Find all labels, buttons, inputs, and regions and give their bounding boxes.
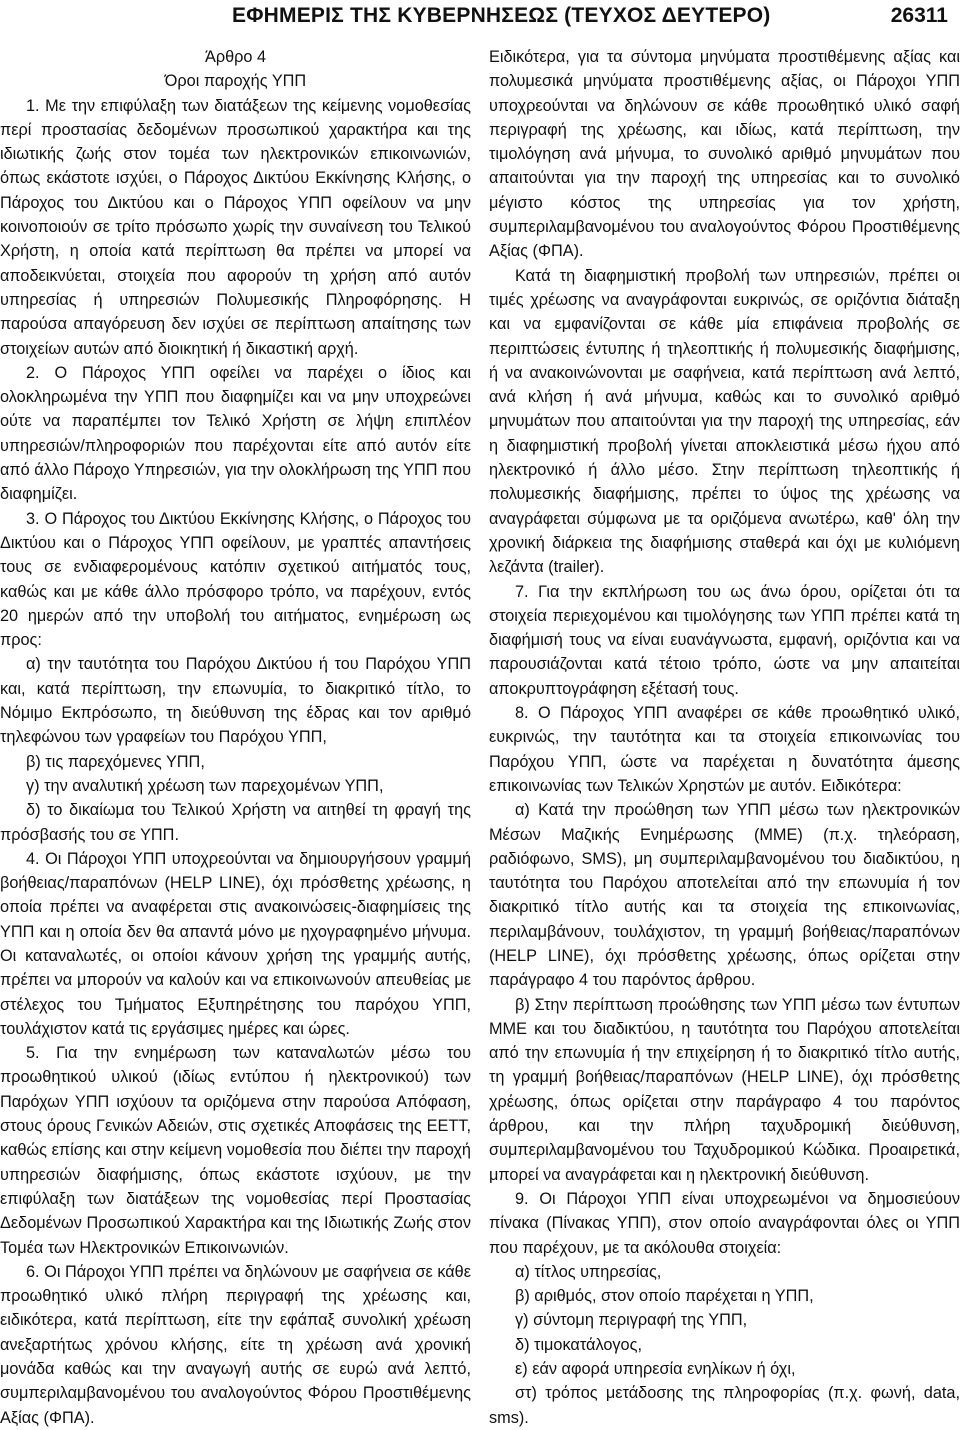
paragraph: 6. Οι Πάροχοι ΥΠΠ πρέπει να δηλώνουν με σαφήνεια σε κάθε προωθητικό υλικό πλήρη περιγραφή της χρέωσης και, ειδικότερα, κατά περίπτωση, είτε την εφάπαξ συνολική χρέωση ανεξαρτήτως χρόνου κλήσης, είτε τη χρέωση ανά χρονική μονάδα καθώς και την αναγωγή αυτής σε ευρώ ανά λεπτό, συμπεριλαμβανομένου του αναλογούντος Φόρου Προστιθέμενης Αξίας (ΦΠΑ).	[0, 1262, 471, 1427]
list-item: δ) το δικαίωμα του Τελικού Χρήστη να αιτηθεί τη φραγή της πρόσβασής του σε ΥΠΠ.	[0, 801, 471, 844]
article-heading: Άρθρο 4	[204, 48, 267, 66]
list-item: β) αριθμός, στον οποίο παρέχεται η ΥΠΠ,	[515, 1287, 814, 1306]
paragraph: 9. Οι Πάροχοι ΥΠΠ είναι υποχρεωμένοι να δημοσιεύουν πίνακα (Πίνακας ΥΠΠ), στον οποίο αναγράφονται όλες οι ΥΠΠ που παρέχουν, με τα ακόλουθα στοιχεία:	[489, 1189, 960, 1257]
list-item: στ) τρόπος μετάδοσης της πληροφορίας (π.χ. φωνή, data, sms).	[489, 1384, 960, 1427]
paragraph: 5. Για την ενημέρωση των καταναλωτών μέσω του προωθητικού υλικού (ιδίως εντύπου ή ηλεκτρονικού) των Παρόχων ΥΠΠ ισχύουν τα οριζόμενα στην παρούσα Απόφαση, στους όρους Γενικών Αδειών, στις σχετικές Αποφάσεις της ΕΕΤΤ, καθώς επίσης και στην κείμενη νομοθεσία που διέπει την παροχή υπηρεσιών διαφήμισης, όπως εκάστοτε ισχύουν, με την επιφύλαξη των διατάξεων της νομοθεσίας περί Προστασίας Δεδομένων Προσωπικού Χαρακτήρα και της Ιδιωτικής Ζωής στον Τομέα των Ηλεκτρονικών Επικοινωνιών.	[0, 1044, 471, 1257]
paragraph: Κατά τη διαφημιστική προβολή των υπηρεσιών, πρέπει οι τιμές χρέωσης να αναγράφονται ευκρινώς, σε οριζόντια διάταξη και να εμφανίζονται σε κάθε μία επιφάνεια προβολής σε περιπτώσεις έντυπης ή τηλεοπτικής ή πολυμεσικής διαφήμισης, ή να ανακοινώνονται με σαφήνεια, κατά περίπτωση ανά λεπτό, ανά κλήση ή ανά μήνυμα, καθώς και το συνολικό αριθμό μηνυμάτων που απαιτούνται για την παροχή της υπηρεσίας, εάν η διαφημιστική προβολή γίνεται αποκλειστικά μέσω ήχου από ηλεκτρονικό ή άλλο μέσο. Στην περίπτωση τηλεοπτικής ή πολυμεσικής διαφήμισης, πρέπει το ύψος της χρέωσης να αναγράφεται σύμφωνα με τα οριζόμενα ανωτέρω, καθ' όλη την χρονική διάρκεια της διαφήμισης σταθερά και όχι με κυλιόμενη λεζάντα (trailer).	[489, 266, 960, 577]
page-number: 26311	[890, 4, 948, 27]
list-item: β) τις παρεχόμενες ΥΠΠ,	[26, 752, 205, 771]
list-item: γ) σύντομη περιγραφή της ΥΠΠ,	[515, 1311, 748, 1330]
left-column	[0, 45, 471, 1430]
paragraph: 7. Για την εκπλήρωση του ως άνω όρου, ορίζεται ότι τα στοιχεία περιεχομένου και τιμολόγησης των ΥΠΠ πρέπει κατά τη διαφήμισή τους να είναι ευανάγνωστα, εμφανή, οριζόντια και να παρουσιάζονται κατά τέτοιο τρόπο, ώστε να μην απαιτείται αποκρυπτογράφηση εξέτασή τους.	[489, 582, 960, 698]
article-subheading: Όροι παροχής ΥΠΠ	[164, 72, 307, 91]
page-header	[0, 0, 960, 36]
list-item: ε) εάν αφορά υπηρεσία ενηλίκων ή όχι,	[515, 1360, 796, 1379]
gazette-title: ΕΦΗΜΕΡΙΣ ΤΗΣ ΚΥΒΕΡΝΗΣΕΩΣ (ΤΕΥΧΟΣ ΔΕΥΤΕΡΟ)	[232, 4, 771, 27]
list-item: γ) την αναλυτική χρέωση των παρεχομένων ΥΠΠ,	[26, 776, 384, 795]
list-item: δ) τιμοκατάλογος,	[515, 1335, 642, 1354]
list-item: α) την ταυτότητα του Παρόχου Δικτύου ή του Παρόχου ΥΠΠ και, κατά περίπτωση, την επωνυμία, το διακριτικό τίτλο, το Νόμιμο Εκπρόσωπο, τη διεύθυνση της έδρας και τον αριθμό τηλεφώνου των γραφείων του Παρόχου ΥΠΠ,	[0, 655, 471, 747]
paragraph: 3. Ο Πάροχος του Δικτύου Εκκίνησης Κλήσης, ο Πάροχος του Δικτύου και ο Πάροχος ΥΠΠ οφείλουν, με γραπτές απαντήσεις τους σε ενδιαφερομένους κατόπιν σχετικού αιτήματός τους, καθώς και με κάθε άλλο πρόσφορο τρόπο, να παρέχουν, εντός 20 ημερών από την υποβολή του αιτήματος, ενημέρωση ως προς:	[0, 509, 471, 650]
paragraph: 8. Ο Πάροχος ΥΠΠ αναφέρει σε κάθε προωθητικό υλικό, ευκρινώς, την ταυτότητα και τα στοιχεία επικοινωνίας του Παρόχου ΥΠΠ, ώστε να παρέχεται η δυνατότητα άμεσης επικοινωνίας των Τελικών Χρηστών με αυτόν. Ειδικότερα:	[489, 704, 960, 795]
paragraph: 2. Ο Πάροχος ΥΠΠ οφείλει να παρέχει ο ίδιος και ολοκληρωμένα την ΥΠΠ που διαφημίζει και να μην υποχρεώνει ούτε να παραπέμπει τον Τελικό Χρήστη σε λήψη επιπλέον υπηρεσιών/πληροφοριών που παρέχονται είτε από αυτόν είτε από άλλο Πάροχο Υπηρεσιών, για την ολοκλήρωση της ΥΠΠ που διαφημίζει.	[0, 363, 471, 504]
paragraph: Ειδικότερα, για τα σύντομα μηνύματα προστιθέμενης αξίας και πολυμεσικά μηνύματα προστιθέμενης αξίας, οι Πάροχοι ΥΠΠ υποχρεούνται να δηλώνουν σε κάθε προωθητικό υλικό σαφή περιγραφή της χρέωσης, και ιδίως, κατά περίπτωση, την τιμολόγηση ανά μήνυμα, το συνολικό αριθμό μηνυμάτων που απαιτούνται για την παροχή της υπηρεσίας και το συνολικό μέγιστο κόστος της υπηρεσίας για τον χρήστη, συμπεριλαμβανομένου του αναλογούντος Φόρου Προστιθέμενης Αξίας (ΦΠΑ).	[489, 48, 960, 261]
paragraph: 4. Οι Πάροχοι ΥΠΠ υποχρεούνται να δημιουργήσουν γραμμή βοήθειας/παραπόνων (HELP LINE), όχι πρόσθετης χρέωσης, η οποία πρέπει να αναφέρεται στις ανακοινώσεις-διαφημίσεις της ΥΠΠ και η οποία δεν θα απαντά μόνο με ηχογραφημένο μήνυμα. Οι καταναλωτές, οι οποίοι κάνουν χρήση της γραμμής αυτής, πρέπει να μπορούν να καλούν και να επικοινωνούν απευθείας με στέλεχος του Τμήματος Εξυπηρέτησης του παρόχου ΥΠΠ, τουλάχιστον κατά τις εργάσιμες ημέρες και ώρες.	[0, 849, 471, 1038]
list-item: β) Στην περίπτωση προώθησης των ΥΠΠ μέσω των έντυπων ΜΜΕ και του διαδικτύου, η ταυτότητα του Παρόχου αποτελείται από την επωνυμία ή την επιχείρηση ή το διακριτικό τίτλο αυτής, τη γραμμή βοήθειας/παραπόνων (HELP LINE), όχι πρόσθετης χρέωσης, όπως ορίζεται στην παράγραφο 4 του παρόντος άρθρου, και την πλήρη ταχυδρομική διεύθυνση, συμπεριλαμβανομένου του Ταχυδρομικού Κώδικα. Προαιρετικά, μπορεί να αναγράφεται και η ηλεκτρονική διεύθυνση.	[489, 995, 960, 1184]
list-item: α) Κατά την προώθηση των ΥΠΠ μέσω των ηλεκτρονικών Μέσων Μαζικής Ενημέρωσης (ΜΜΕ) (π.χ. τηλεόραση, ραδιόφωνο, SMS), μη συμπεριλαμβανομένου του διαδικτύου, η ταυτότητα του Παρόχου αποτελείται από την επωνυμία ή τον διακριτικό τίτλο αυτής και τα στοιχεία της επικοινωνίας, περιλαμβάνουν, τουλάχιστον, τη γραμμή βοήθειας/παραπόνων (HELP LINE), όχι πρόσθετης χρέωσης, όπως ορίζεται στην παράγραφο 4 του παρόντος άρθρου.	[489, 801, 960, 990]
list-item: α) τίτλος υπηρεσίας,	[515, 1262, 662, 1281]
paragraph: 1. Με την επιφύλαξη των διατάξεων της κείμενης νομοθεσίας περί προστασίας δεδομένων προσωπικού χαρακτήρα και της ιδιωτικής ζωής στον τομέα των ηλεκτρονικών επικοινωνιών, όπως εκάστοτε ισχύει, ο Πάροχος Δικτύου Εκκίνησης Κλήσης, ο Πάροχος του Δικτύου και ο Πάροχος ΥΠΠ οφείλουν να μην κοινοποιούν σε τρίτο πρόσωπο χωρίς την συναίνεση του Τελικού Χρήστη, η οποία κατά περίπτωση θα πρέπει να μπορεί να αποδεικνύεται, στοιχεία που αφορούν τη χρήση από αυτόν υπηρεσίας ή υπηρεσιών Πολυμεσικής Πληροφόρησης. Η παρούσα απαγόρευση δεν ισχύει σε περίπτωση απαίτησης των στοιχείων αυτών από διοικητική ή δικαστική αρχή.	[0, 96, 471, 358]
right-column	[489, 45, 960, 1430]
